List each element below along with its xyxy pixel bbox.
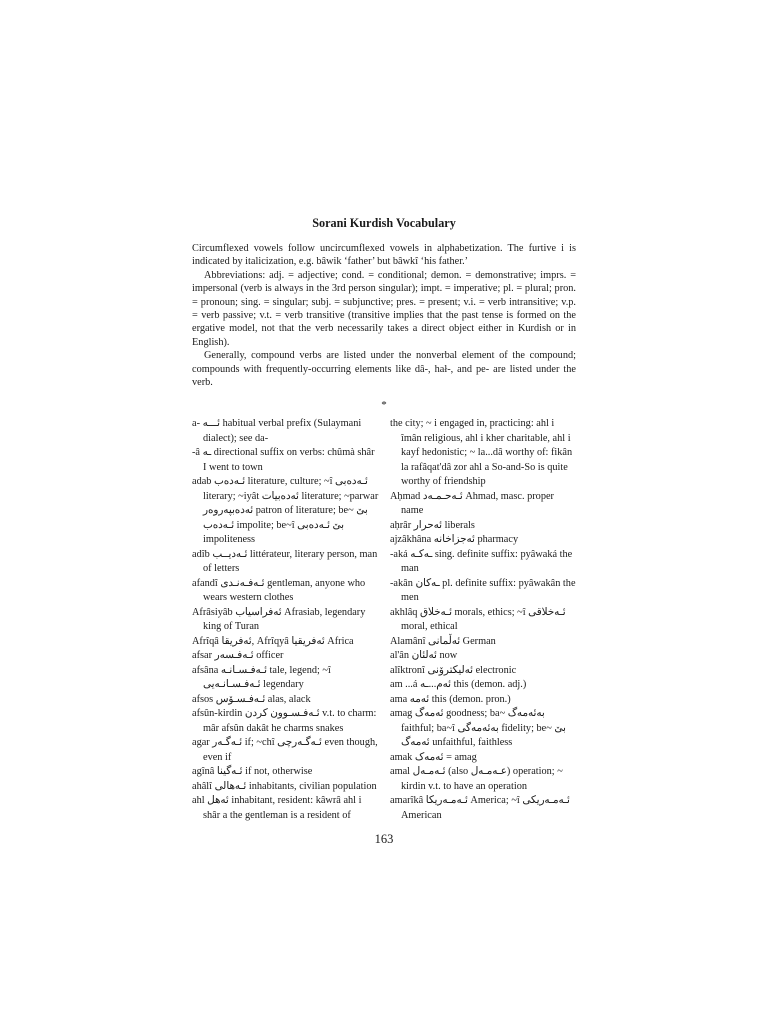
dictionary-entry: afsâna ئـەفـسـانـە tale, legend; ~î ئـەفـسـانـەیی legendary — [192, 664, 331, 690]
dictionary-entry: -akân ـەکان pl. definite suffix: pyâwakân the men — [390, 577, 576, 603]
dictionary-entry: Alamânî ئەڵمانی German — [390, 635, 496, 647]
intro-paragraph-compound-verbs: Generally, compound verbs are listed under the nonverbal element of the compound; compounds with frequently-occurring elements like dâ-, hał-, and pe- are listed under the verb. — [192, 350, 576, 389]
dictionary-entry: ajzâkhâna ئەجزاخانە pharmacy — [390, 534, 519, 545]
dictionary-entry: amal ئـەمـەل (also عـەمـەل) operation; ~ kirdin v.t. to have an operation — [390, 766, 563, 792]
page-number: 163 — [374, 832, 394, 846]
dictionary-entry: ahl ئەهل inhabitant, resident: kâwrâ ahl i shâr a the gentleman is a resident of — [192, 795, 362, 821]
dictionary-entry: afsos ئـەفـسـۆس alas, alack — [192, 693, 311, 705]
dictionary-entry: al'ân ئەلئان now — [390, 650, 458, 661]
dictionary-entry: amag ئەمەگ goodness; ba~ بەئەمەگ faithful; ba~î بەئەمەگی fidelity; be~ بێ ئەمەگ unfaithful, faithless — [390, 708, 566, 748]
dictionary-entry: Aḥmad ئـەحـمـەد Ahmad, masc. proper name — [390, 490, 554, 516]
dictionary-entry: am ...á ئەم...ـە this (demon. adj.) — [390, 679, 527, 690]
dictionary-entry: adab ئـەدەب literature, culture; ~î ئـەدەبی literary; ~iyât ئەدەبیات literature; ~parwar ئەدەبپەروەر patron of literature; be~ بێ ئـەدەب impolite; be~î بێ ئـەدەبی impoliteness — [192, 476, 379, 545]
dictionary-entry: Afrîqâ ئەفریقا, Afrîqyâ ئەفریقیا Africa — [192, 635, 354, 647]
entries-column-right — [390, 417, 577, 823]
dictionary-entry: afsûn-kirdin ئـەفـسـوون کردن v.t. to charm: mâr afsûn dakât he charms snakes — [192, 708, 377, 734]
dictionary-entry: -â ـە directional suffix on verbs: chûmà shâr I went to town — [192, 447, 375, 473]
dictionary-entry: -aká ـەکـە sing. definite suffix: pyâwaká the man — [390, 548, 573, 574]
dictionary-entry: amarîkâ ئـەمـەریکا America; ~î ئـەمـەریکی American — [390, 795, 570, 821]
intro-paragraph-abbreviations: Abbreviations: adj. = adjective; cond. = conditional; demon. = demonstrative; imprs. = impersonal (verb is always in the 3rd person singular); impt. = imperative; pl. = plural; pron. = pronoun; sing. = singular; subj. = subjunctive; pres. = present; v.i. = verb intransitive; v.p. = verb passive; v.t. = verb transitive (transitive implies that the past tense is formed on the ergative model, not that the verb necessarily takes a direct object either in Kurdish or in English). — [192, 269, 576, 348]
section-separator: * — [381, 399, 387, 411]
dictionary-entry: akhlâq ئـەخلاق morals, ethics; ~î ئـەخلاقی moral, ethical — [390, 606, 566, 632]
dictionary-entry: adîb ئـەدیــب littérateur, literary person, man of letters — [192, 548, 378, 574]
dictionary-entry: ahâlî ئـەهالی inhabitants, civilian population — [192, 780, 377, 792]
entries-column-left — [192, 417, 379, 823]
page-title: Sorani Kurdish Vocabulary — [312, 216, 456, 230]
dictionary-entry-continued: the city; ~ i engaged in, practicing: ahl i îmân religious, ahl i kher charitable, ahl i kayf hedonistic; ~ la...dâ worthy of: fikân la rafâqat'dâ zor ahl a So-and-So is quite worthy of friendship — [390, 418, 573, 487]
dictionary-entry: afsar ئـەفـسەر officer — [192, 650, 284, 661]
dictionary-entry: agînâ ئـەگینا if not, otherwise — [192, 766, 313, 777]
intro-section — [192, 242, 576, 389]
dictionary-entry: amak ئەمەک = amag — [390, 751, 477, 763]
dictionary-entry: Afrâsiyâb ئەفراسیاب Afrasiab, legendary king of Turan — [192, 606, 366, 632]
intro-paragraph-alphabetization: Circumflexed vowels follow uncircumflexed vowels in alphabetization. The furtive i is indicated by italicization, e.g. bâwik ‘father’ but bâwkî ‘his father.’ — [192, 243, 576, 268]
dictionary-entry: ama ئەمە this (demon. pron.) — [390, 693, 511, 705]
dictionary-entry: afandî ئـەفـەنـدی gentleman, anyone who wears western clothes — [192, 577, 366, 603]
dictionary-entry: agar ئـەگـەر if; ~chî ئـەگـەرچی even though, even if — [192, 737, 378, 763]
dictionary-entry: aḥrâr ئەحرار liberals — [390, 519, 475, 531]
dictionary-entry: a- ئـــە habitual verbal prefix (Sulaymani dialect); see da- — [192, 418, 362, 444]
dictionary-entry: alîktronî ئەلیکترۆنی electronic — [390, 664, 517, 676]
